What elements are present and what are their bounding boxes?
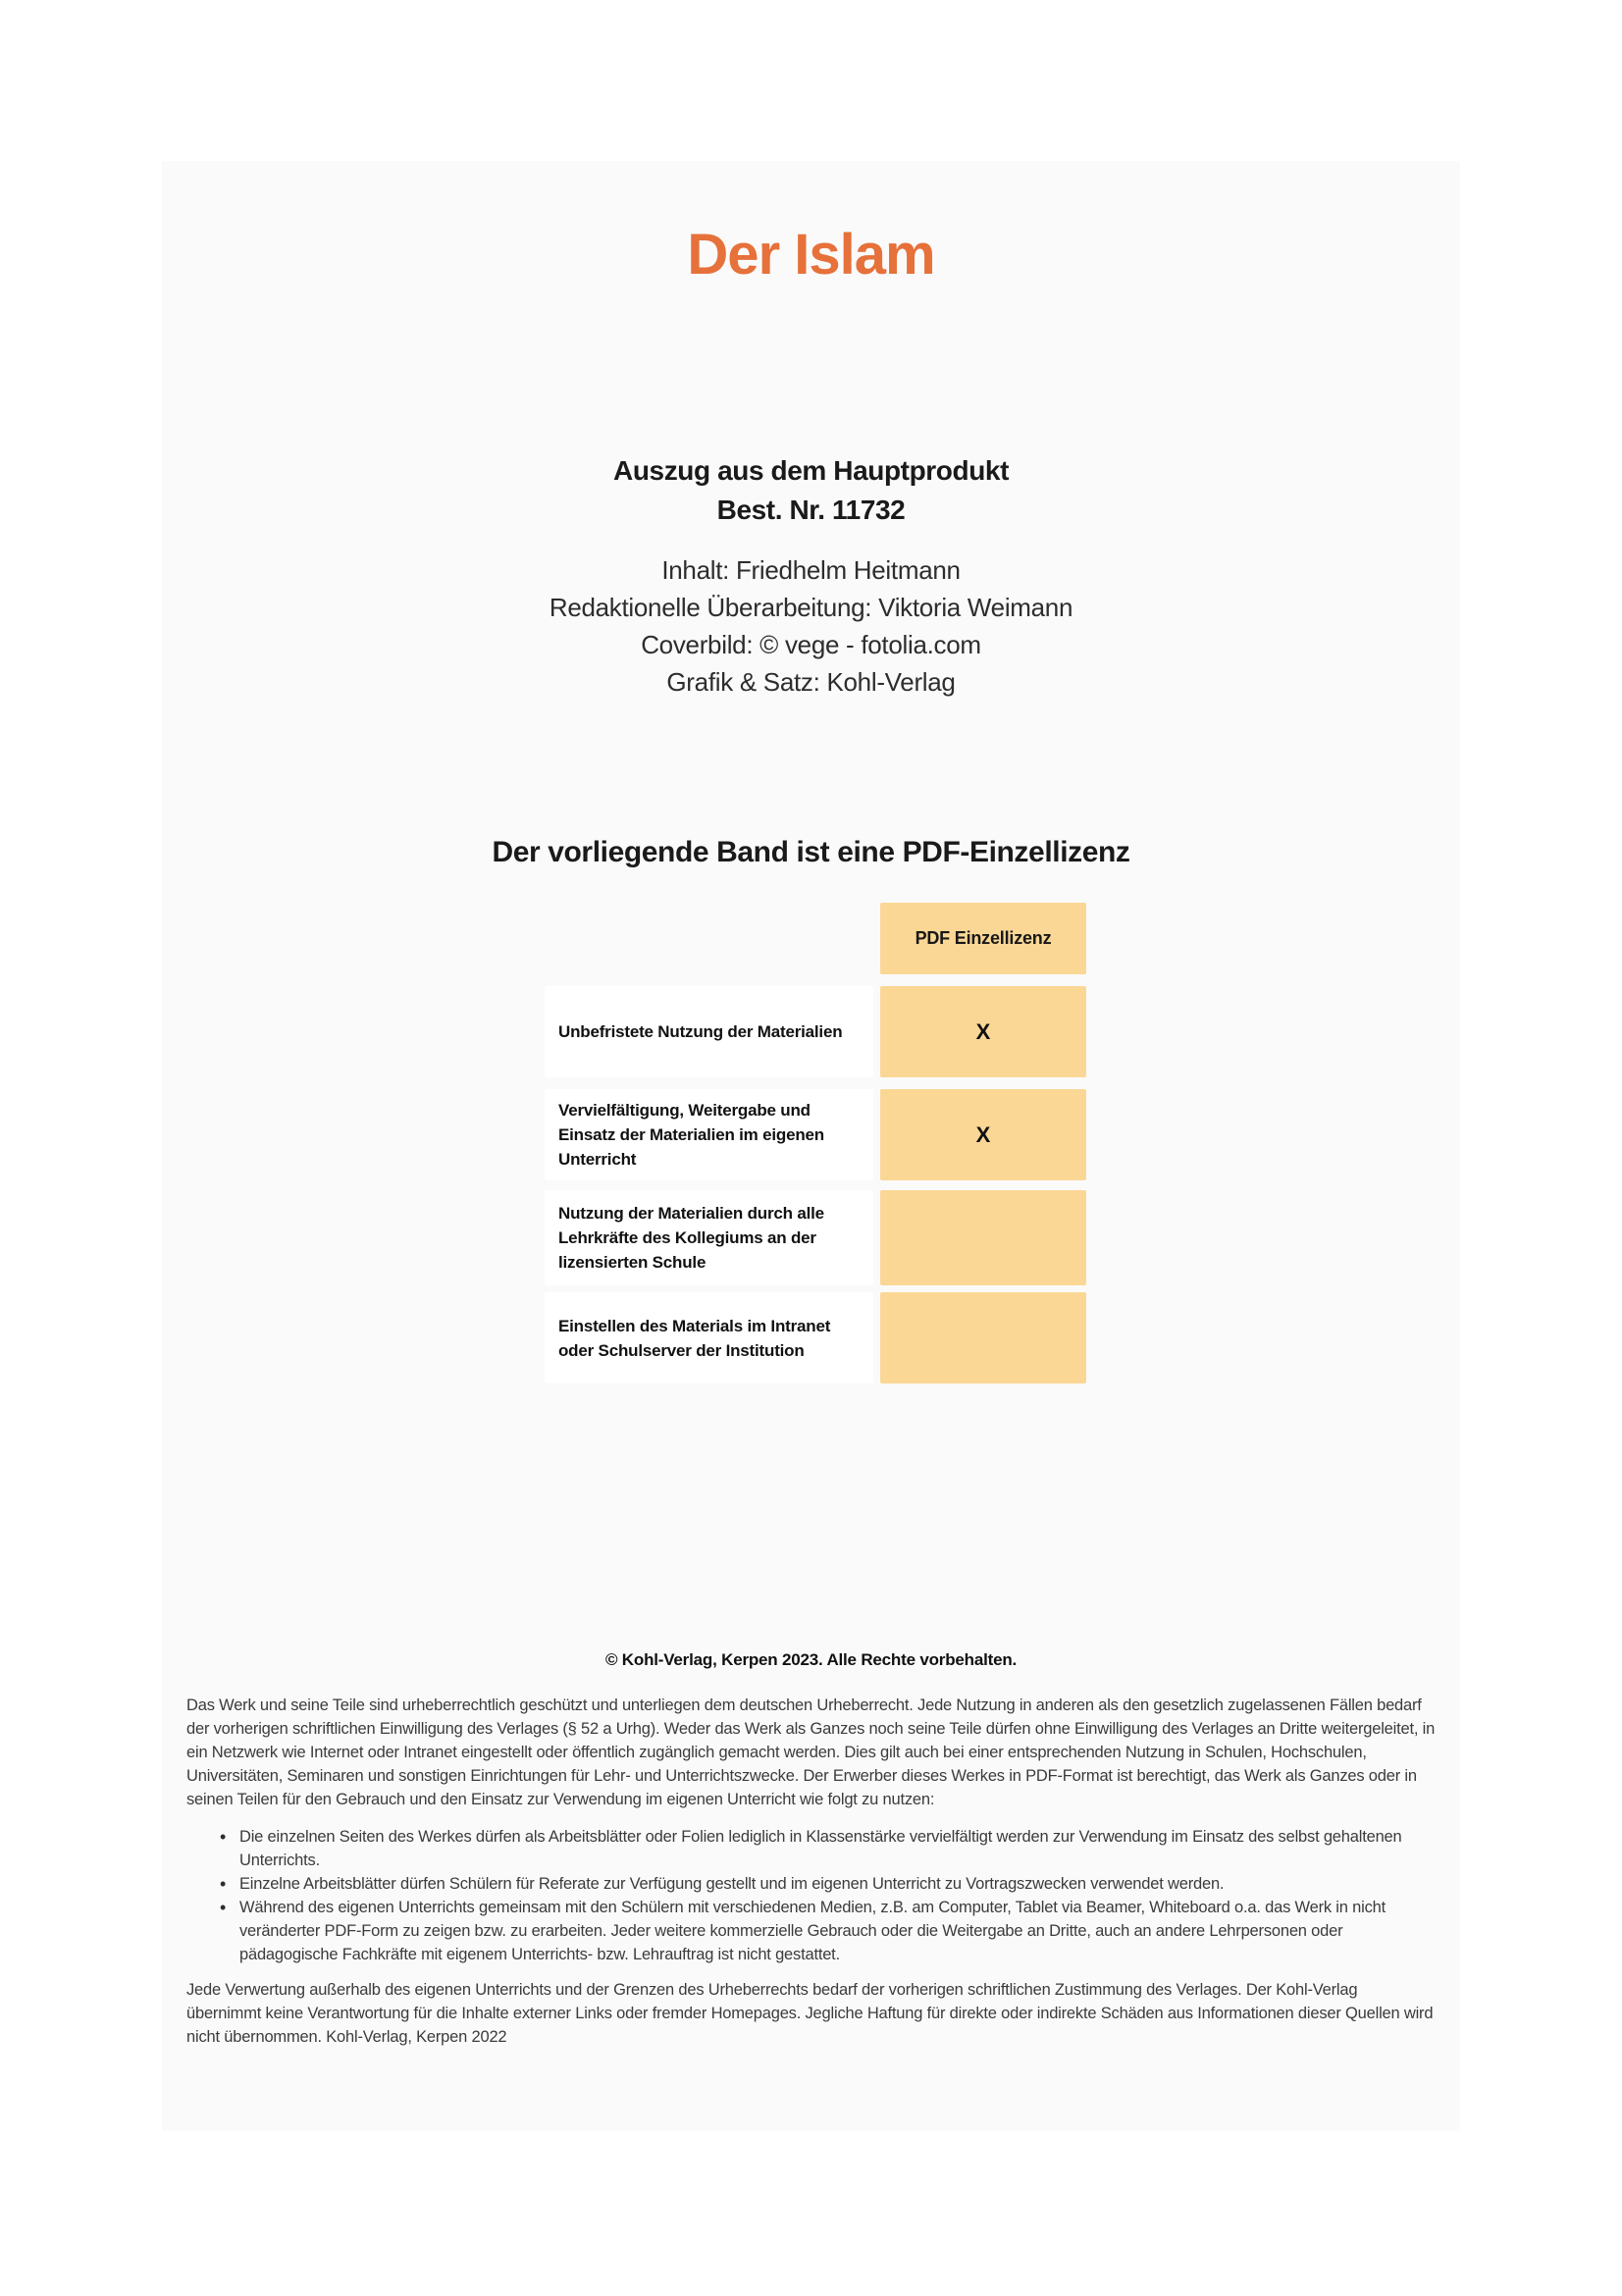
usage-rules-list [186, 1825, 1436, 1966]
document-page [162, 161, 1460, 2131]
credit-content-author: Inhalt: Friedhelm Heitmann [661, 555, 961, 585]
license-heading: Der vorliegende Band ist eine PDF-Einzellizenz [492, 836, 1130, 868]
license-row-mark: X [880, 1089, 1086, 1180]
license-column-header: PDF Einzellizenz [880, 903, 1086, 974]
product-subtitle [162, 451, 1460, 530]
credit-layout: Grafik & Satz: Kohl-Verlag [666, 667, 956, 697]
license-row-mark [880, 1190, 1086, 1285]
order-number: Best. Nr. 11732 [716, 495, 906, 525]
closing-paragraph: Jede Verwertung außerhalb des eigenen Unterrichts und der Grenzen des Urheberrechts bedarf der vorherigen schriftlichen Zustimmung des Verlages. Der Kohl-Verlag übernimmt keine Verantwortung für die Inhalte externer Links oder fremder Homepages. Jegliche Haftung für direkte oder indirekte Schäden aus Informationen dieser Quellen wird nicht übernommen. Kohl-Verlag, Kerpen 2022 [186, 1981, 1434, 2046]
license-row-label: Einstellen des Materials im Intranet oder Schulserver der Institution [545, 1292, 873, 1383]
usage-rule-item: • Die einzelnen Seiten des Werkes dürfen als Arbeitsblätter oder Folien lediglich in Klassenstärke vervielfältigt werden zur Verwendung im Einsatz des selbst gehaltenen Unterrichts. [239, 1825, 1436, 1872]
license-row-label: Unbefristete Nutzung der Materialien [545, 986, 873, 1077]
credits-block [162, 551, 1460, 701]
license-row-label: Nutzung der Materialien durch alle Lehrkräfte des Kollegiums an der lizensierten Schule [545, 1190, 873, 1285]
license-row-mark [880, 1292, 1086, 1383]
credit-editor: Redaktionelle Überarbeitung: Viktoria Weimann [549, 593, 1073, 622]
license-row-label: Vervielfältigung, Weitergabe und Einsatz der Materialien im eigenen Unterricht [545, 1089, 873, 1180]
credit-cover-image: Coverbild: © vege - fotolia.com [641, 630, 981, 659]
copyright-line: © Kohl-Verlag, Kerpen 2023. Alle Rechte vorbehalten. [604, 1650, 1018, 1669]
legal-footer [186, 1648, 1436, 2049]
page-title: Der Islam [687, 223, 935, 287]
usage-rule-item: • Während des eigenen Unterrichts gemeinsam mit den Schülern mit verschiedenen Medien, z.B. am Computer, Tablet via Beamer, Whiteboard o.a. das Werk in nicht veränderter PDF-Form zu zeigen bzw. zu erarbeiten. Jeder weitere kommerzielle Gebrauch oder die Weitergabe an Dritte, auch an andere Lehrpersonen oder pädagogische Fachkräfte mit eigenem Unterrichts- bzw. Lehrauftrag ist nicht gestattet. [239, 1896, 1436, 1966]
subtitle-line-1: Auszug aus dem Hauptprodukt [613, 455, 1009, 486]
license-row-mark: X [880, 986, 1086, 1077]
usage-rule-item: • Einzelne Arbeitsblätter dürfen Schülern für Referate zur Verfügung gestellt und im eigenen Unterricht zu Vortragszwecken verwendet werden. [239, 1872, 1436, 1896]
legal-paragraph: Das Werk und seine Teile sind urheberrechtlich geschützt und unterliegen dem deutschen Urheberrecht. Jede Nutzung in anderen als den gesetzlich zugelassenen Fällen bedarf der vorherigen schriftlichen Einwilligung des Verlages (§ 52 a Urhg). Weder das Werk als Ganzes noch seine Teile dürfen ohne Einwilligung des Verlages an Dritte weitergeleitet, in ein Netzwerk wie Internet oder Intranet eingestellt oder öffentlich zugänglich gemacht werden. Dies gilt auch bei einer entsprechenden Nutzung in Schulen, Hochschulen, Universitäten, Seminaren und sonstigen Einrichtungen für Lehr- und Unterrichtszwecke. Der Erwerber dieses Werkes in PDF-Format ist berechtigt, das Werk als Ganzes oder in seinen Teilen für den Gebrauch und den Einsatz zur Verwendung im eigenen Unterricht wie folgt zu nutzen: [186, 1696, 1436, 1808]
